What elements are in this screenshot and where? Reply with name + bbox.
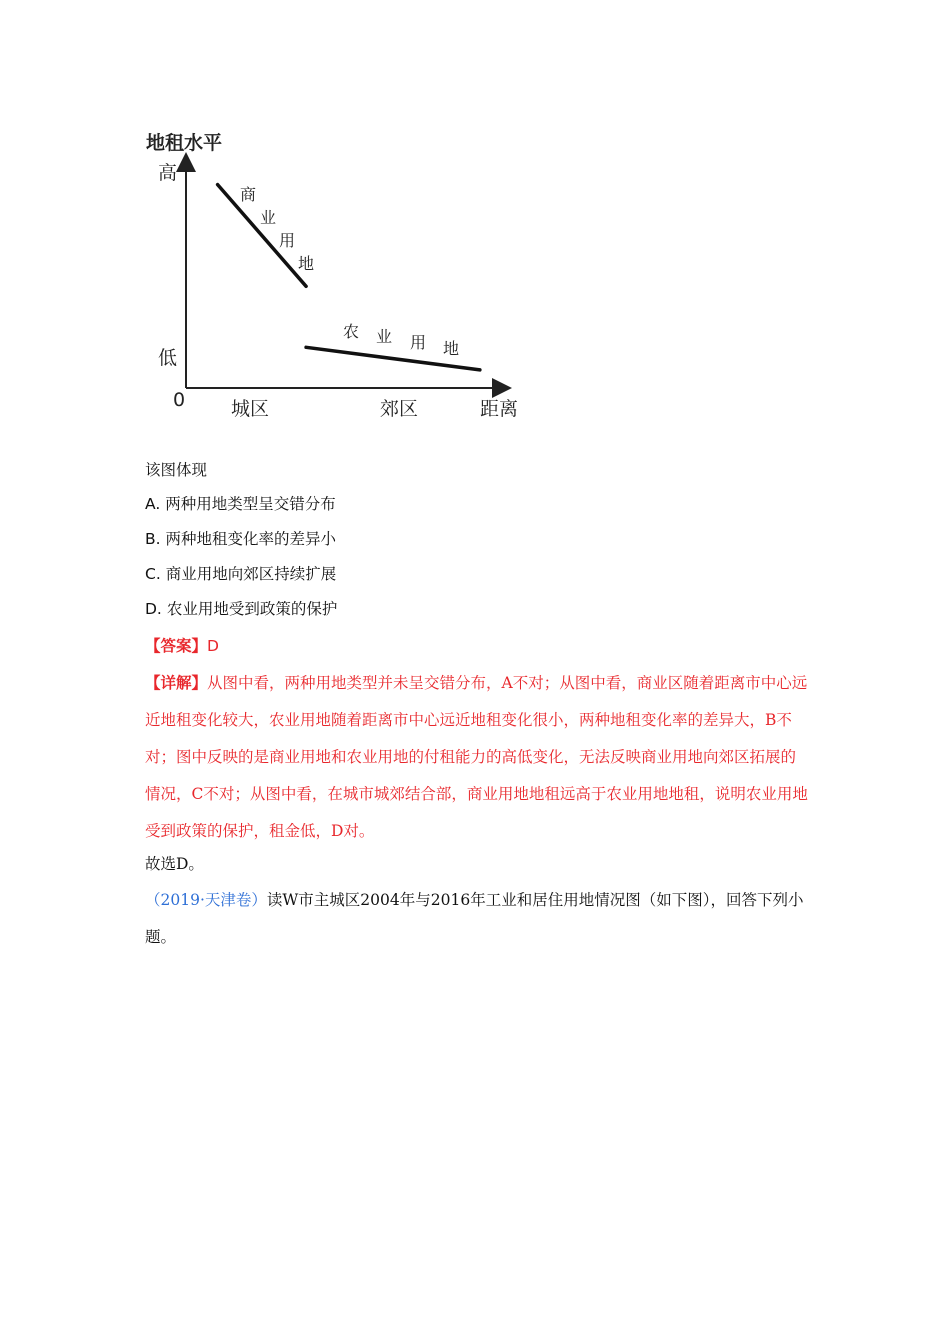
question-source: （2019·天津卷） [145, 891, 267, 909]
question-stem: 该图体现 [145, 461, 208, 479]
explanation-text: 从图中看，两种用地类型并未呈交错分布，A不对；从图中看，商业区随着距离市中心远近地租变化较大，农业用地随着距离市中心远近地租变化很小，两种地租变化率的差异大，B不对；图中反映的是商业用地和农业用地的付租能力的高低变化，无法反映商业用地向郊区拓展的情况，C不对；从图中看，在城市城郊结合部，商业用地地租远高于农业用地地租，说明农业用地受到政策的保护，租金低，D对。 [145, 674, 808, 840]
agri-label-char: 农 [343, 322, 360, 341]
y-axis-title: 地租水平 [146, 132, 223, 154]
agri-label-char: 地 [443, 339, 460, 358]
answer-label: 【答案】 [145, 636, 208, 655]
option-b [145, 532, 336, 548]
option-text: 商业用地向郊区持续扩展 [165, 565, 337, 583]
answer-value: D [207, 637, 219, 655]
x-tick-urban: 城区 [231, 398, 270, 420]
x-axis-title: 距离 [480, 398, 519, 420]
chart-plot [140, 128, 540, 428]
origin-label: 0 [173, 389, 186, 411]
question-text: 读W市主城区2004年与2016年工业和居住用地情况图（如下图），回答下列小题。 [145, 891, 804, 946]
x-tick-suburb: 郊区 [380, 398, 419, 420]
option-c [145, 567, 336, 583]
answer-line [145, 638, 219, 655]
option-text: 农业用地受到政策的保护 [166, 600, 338, 618]
option-a [145, 497, 336, 513]
land-rent-chart [140, 128, 540, 428]
explanation-label: 【详解】 [145, 673, 208, 692]
conclusion: 故选D。 [145, 855, 204, 873]
option-text: 两种地租变化率的差异小 [165, 530, 337, 548]
agri-label-char: 用 [410, 333, 427, 352]
agri-label-char: 业 [376, 327, 393, 346]
explanation-paragraph [145, 664, 810, 850]
option-letter: B. [145, 530, 161, 548]
option-letter: A. [145, 495, 161, 513]
option-d [145, 602, 337, 618]
commercial-label-char: 用 [279, 231, 296, 250]
commercial-label-char: 业 [260, 208, 277, 227]
commercial-label-char: 地 [298, 254, 315, 273]
option-letter: D. [145, 600, 162, 618]
option-text: 两种用地类型呈交错分布 [165, 495, 336, 513]
y-tick-high: 高 [158, 162, 178, 184]
next-question [145, 882, 810, 956]
option-letter: C. [145, 565, 161, 583]
commercial-label-char: 商 [240, 185, 257, 204]
y-tick-low: 低 [158, 347, 178, 369]
